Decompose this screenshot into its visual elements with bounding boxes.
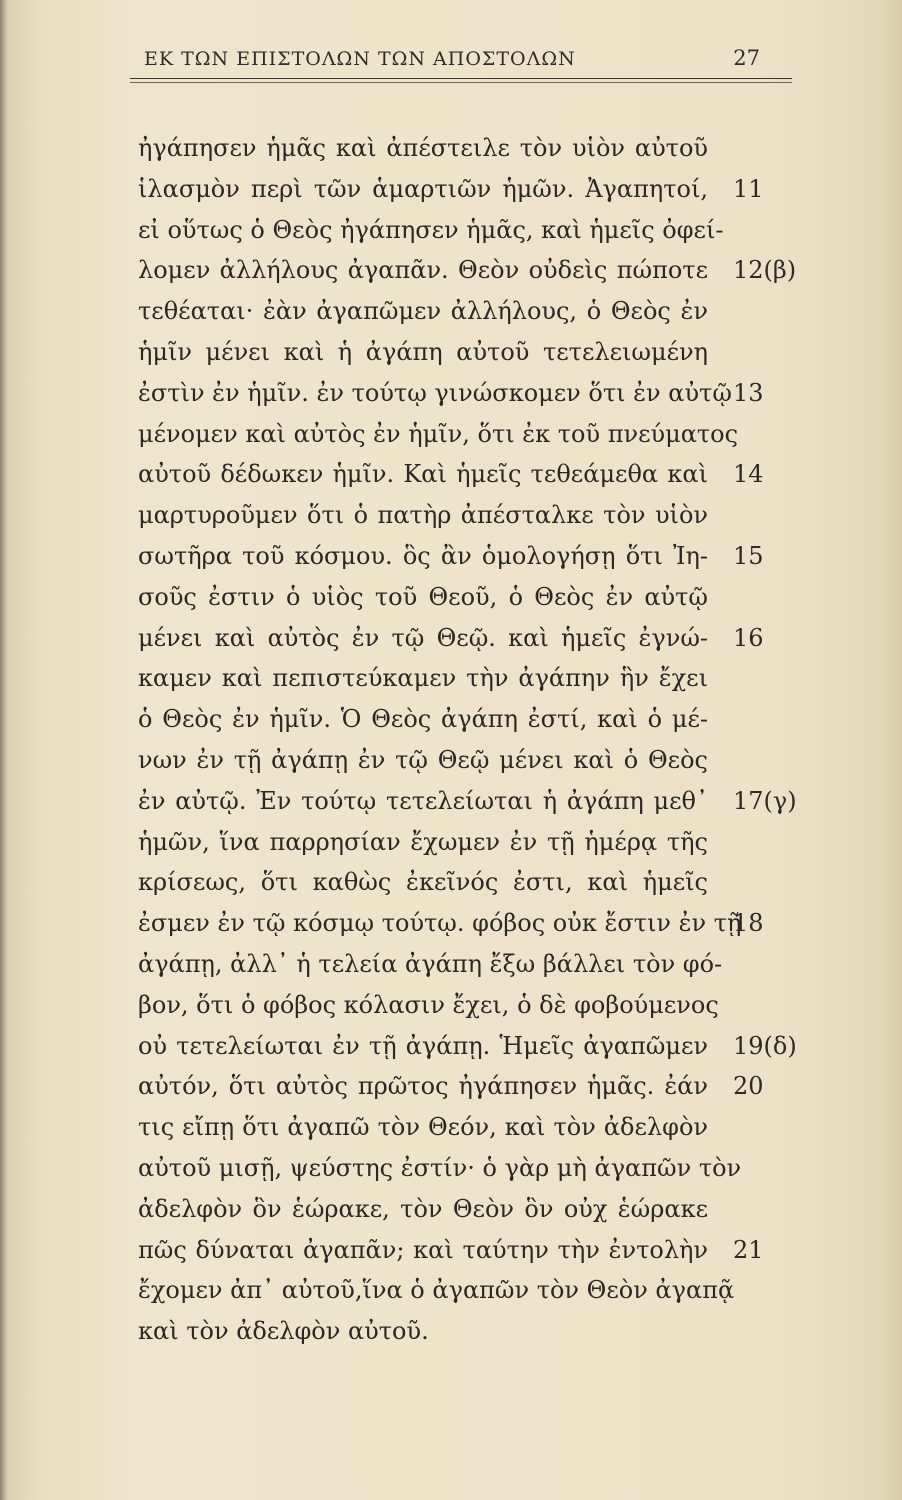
- page-number: 27: [733, 46, 760, 70]
- binding-edge: [0, 0, 8, 1500]
- header-rule-thin: [130, 82, 792, 83]
- running-title: ΕΚ ΤΩΝ ΕΠΙΣΤΟΛΩΝ ΤΩΝ ΑΠΟΣΤΟΛΩΝ: [144, 48, 576, 70]
- text-line: πῶς δύναται ἀγαπᾶν; καὶ ταύτην τὴν ἐντολὴν: [138, 1235, 708, 1264]
- text-line: κρίσεως, ὅτι καθὼς ἐκεῖνός ἐστι, καὶ ἡμεῖς: [138, 868, 708, 897]
- text-line: ἐσμεν ἐν τῷ κόσμῳ τούτῳ. φόβος οὐκ ἔστιν ἐν τῇ: [138, 909, 742, 938]
- verse-number: 12(β): [733, 256, 797, 285]
- text-line: ἀδελφὸν ὃν ἑώρακε, τὸν Θεὸν ὃν οὐχ ἑώρακε: [138, 1194, 708, 1223]
- text-line: τις εἴπῃ ὅτι ἀγαπῶ τὸν Θεόν, καὶ τὸν ἀδελφὸν: [138, 1113, 708, 1142]
- page-header: [130, 40, 790, 80]
- verse-number: 21: [733, 1235, 764, 1264]
- text-line: αὐτοῦ δέδωκεν ἡμῖν. Καὶ ἡμεῖς τεθεάμεθα καὶ: [138, 460, 708, 489]
- verse-number: 20: [733, 1072, 764, 1101]
- text-line: ἠγάπησεν ἡμᾶς καὶ ἀπέστειλε τὸν υἱὸν αὐτοῦ: [138, 134, 708, 162]
- verse-number: 16: [733, 623, 764, 652]
- text-line: λομεν ἀλλήλους ἀγαπᾶν. Θεὸν οὐδεὶς πώποτε: [138, 256, 708, 285]
- text-line: ὁ Θεὸς ἐν ἡμῖν. Ὁ Θεὸς ἀγάπη ἐστί, καὶ ὁ μέ-: [138, 705, 708, 734]
- verse-number: 18: [733, 909, 764, 938]
- text-line: ἔχομεν ἀπ᾽ αὐτοῦ,ἵνα ὁ ἀγαπῶν τὸν Θεὸν ἀγαπᾷ: [138, 1276, 735, 1305]
- text-line: ἡμῖν μένει καὶ ἡ ἀγάπη αὐτοῦ τετελειωμένη: [138, 338, 708, 366]
- text-line: νων ἐν τῇ ἀγάπῃ ἐν τῷ Θεῷ μένει καὶ ὁ Θεὸς: [138, 746, 708, 774]
- text-line: μένομεν καὶ αὐτὸς ἐν ἡμῖν, ὅτι ἐκ τοῦ πνεύματος: [138, 419, 739, 448]
- text-line: καὶ τὸν ἀδελφὸν αὐτοῦ.: [138, 1317, 429, 1346]
- text-line: εἰ οὕτως ὁ Θεὸς ἠγάπησεν ἡμᾶς, καὶ ἡμεῖς ὀφεί-: [138, 215, 724, 244]
- text-line: ἱλασμὸν περὶ τῶν ἁμαρτιῶν ἡμῶν. Ἀγαπητοί,: [138, 174, 708, 203]
- verse-number: 11: [733, 174, 764, 203]
- text-line: ἐστὶν ἐν ἡμῖν. ἐν τούτῳ γινώσκομεν ὅτι ἐν αὐτῷ: [138, 378, 732, 407]
- text-line: βον, ὅτι ὁ φόβος κόλασιν ἔχει, ὁ δὲ φοβούμενος: [138, 990, 719, 1019]
- verse-number: 19(δ): [733, 1031, 797, 1060]
- text-line: αὐτόν, ὅτι αὐτὸς πρῶτος ἠγάπησεν ἡμᾶς. ἐάν: [138, 1072, 708, 1101]
- verse-number: 13: [733, 378, 764, 407]
- verse-number: 15: [733, 542, 764, 570]
- text-line: σωτῆρα τοῦ κόσμου. ὃς ἂν ὁμολογήσῃ ὅτι Ἰη-: [138, 542, 708, 570]
- text-line: τεθέαται· ἐὰν ἀγαπῶμεν ἀλλήλους, ὁ Θεὸς ἐν: [138, 297, 708, 326]
- header-rule: [130, 78, 792, 79]
- text-line: ἀγάπῃ, ἀλλ᾽ ἡ τελεία ἀγάπη ἔξω βάλλει τὸν φό-: [138, 950, 723, 978]
- text-line: ἡμῶν, ἵνα παρρησίαν ἔχωμεν ἐν τῇ ἡμέρᾳ τῆς: [138, 827, 708, 856]
- text-line: ἐν αὐτῷ. Ἐν τούτῳ τετελείωται ἡ ἀγάπη μεθ᾽: [138, 786, 708, 815]
- text-line: μαρτυροῦμεν ὅτι ὁ πατὴρ ἀπέσταλκε τὸν υἱὸν: [138, 501, 708, 530]
- text-line: μένει καὶ αὐτὸς ἐν τῷ Θεῷ. καὶ ἡμεῖς ἐγνώ-: [138, 623, 708, 652]
- text-line: οὐ τετελείωται ἐν τῇ ἀγάπῃ. Ἡμεῖς ἀγαπῶμεν: [138, 1031, 708, 1060]
- verse-number: 17(γ): [733, 786, 797, 815]
- verse-number: 14: [733, 460, 764, 489]
- text-line: καμεν καὶ πεπιστεύκαμεν τὴν ἀγάπην ἣν ἔχει: [138, 664, 708, 693]
- text-line: σοῦς ἐστιν ὁ υἱὸς τοῦ Θεοῦ, ὁ Θεὸς ἐν αὐτῷ: [138, 582, 708, 611]
- text-line: αὐτοῦ μισῇ, ψεύστης ἐστίν· ὁ γὰρ μὴ ἀγαπῶν τὸν: [138, 1154, 742, 1182]
